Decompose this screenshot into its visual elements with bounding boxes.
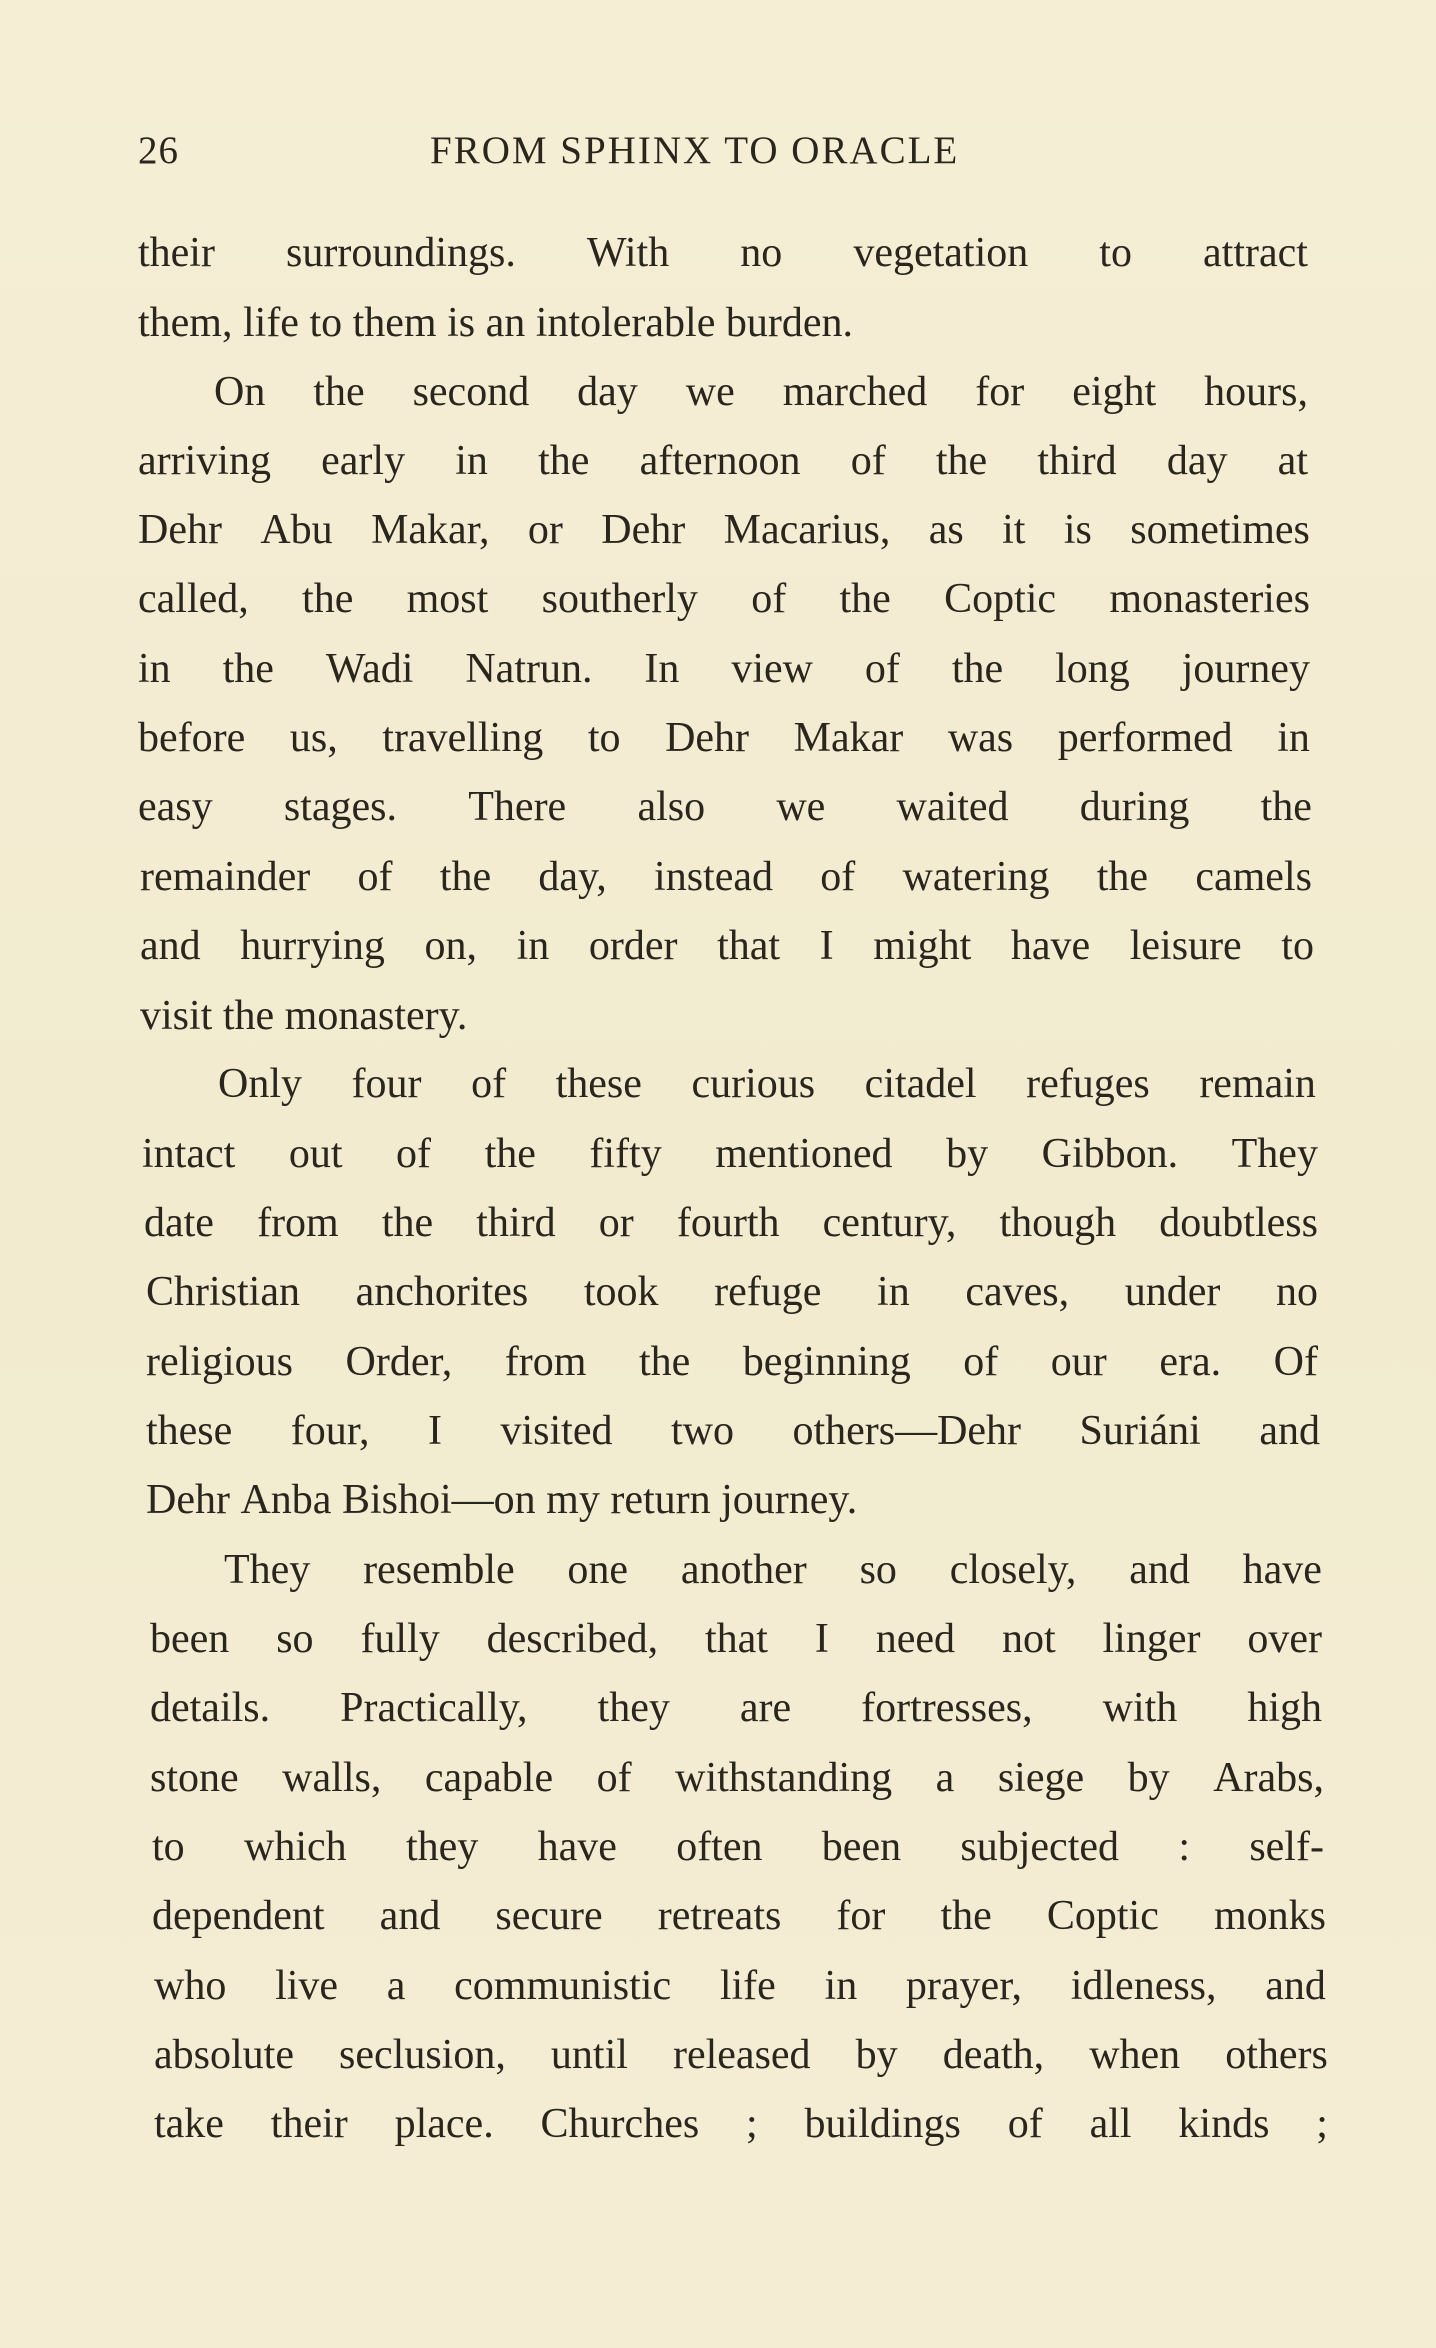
text-line: called, the most southerly of the Coptic monasteries	[138, 576, 1310, 622]
text-line: They resemble one another so closely, and have	[224, 1547, 1322, 1593]
text-line: before us, travelling to Dehr Makar was performed in	[138, 715, 1310, 761]
text-line: and hurrying on, in order that I might have leisure to	[140, 923, 1314, 969]
text-line: Christian anchorites took refuge in caves, under no	[146, 1269, 1318, 1315]
text-line: remainder of the day, instead of watering the camels	[140, 854, 1312, 900]
text-line: Only four of these curious citadel refuges remain	[218, 1061, 1316, 1107]
text-line: in the Wadi Natrun. In view of the long journey	[138, 646, 1310, 692]
text-line: them, life to them is an intolerable burden.	[138, 300, 854, 346]
text-line: religious Order, from the beginning of our era. Of	[146, 1339, 1318, 1385]
text-line: these four, I visited two others—Dehr Suriáni and	[146, 1408, 1320, 1454]
text-line: On the second day we marched for eight hours,	[214, 369, 1308, 415]
text-line: take their place. Churches ; buildings of all kinds ;	[154, 2101, 1328, 2147]
text-line: who live a communistic life in prayer, idleness, and	[154, 1963, 1326, 2009]
page-number: 26	[138, 129, 179, 172]
text-line: visit the monastery.	[140, 993, 468, 1039]
text-line: their surroundings. With no vegetation to attract	[138, 230, 1308, 276]
text-line: stone walls, capable of withstanding a siege by Arabs,	[150, 1755, 1324, 1801]
text-line: been so fully described, that I need not linger over	[150, 1616, 1322, 1662]
text-line: to which they have often been subjected : self-	[152, 1824, 1324, 1870]
text-line: absolute seclusion, until released by death, when others	[154, 2032, 1328, 2078]
text-line: Dehr Anba Bishoi—on my return journey.	[146, 1477, 858, 1523]
text-line: details. Practically, they are fortresses, with high	[150, 1685, 1322, 1731]
page-header	[138, 128, 1318, 188]
text-line: easy stages. There also we waited during the	[138, 784, 1312, 830]
text-line: dependent and secure retreats for the Coptic monks	[152, 1893, 1326, 1939]
text-line: Dehr Abu Makar, or Dehr Macarius, as it is sometimes	[138, 507, 1310, 553]
text-line: arriving early in the afternoon of the third day at	[138, 438, 1308, 484]
text-line: intact out of the fifty mentioned by Gibbon. They	[142, 1131, 1318, 1177]
text-line: date from the third or fourth century, though doubtless	[144, 1200, 1318, 1246]
running-title: FROM SPHINX TO ORACLE	[430, 129, 960, 172]
